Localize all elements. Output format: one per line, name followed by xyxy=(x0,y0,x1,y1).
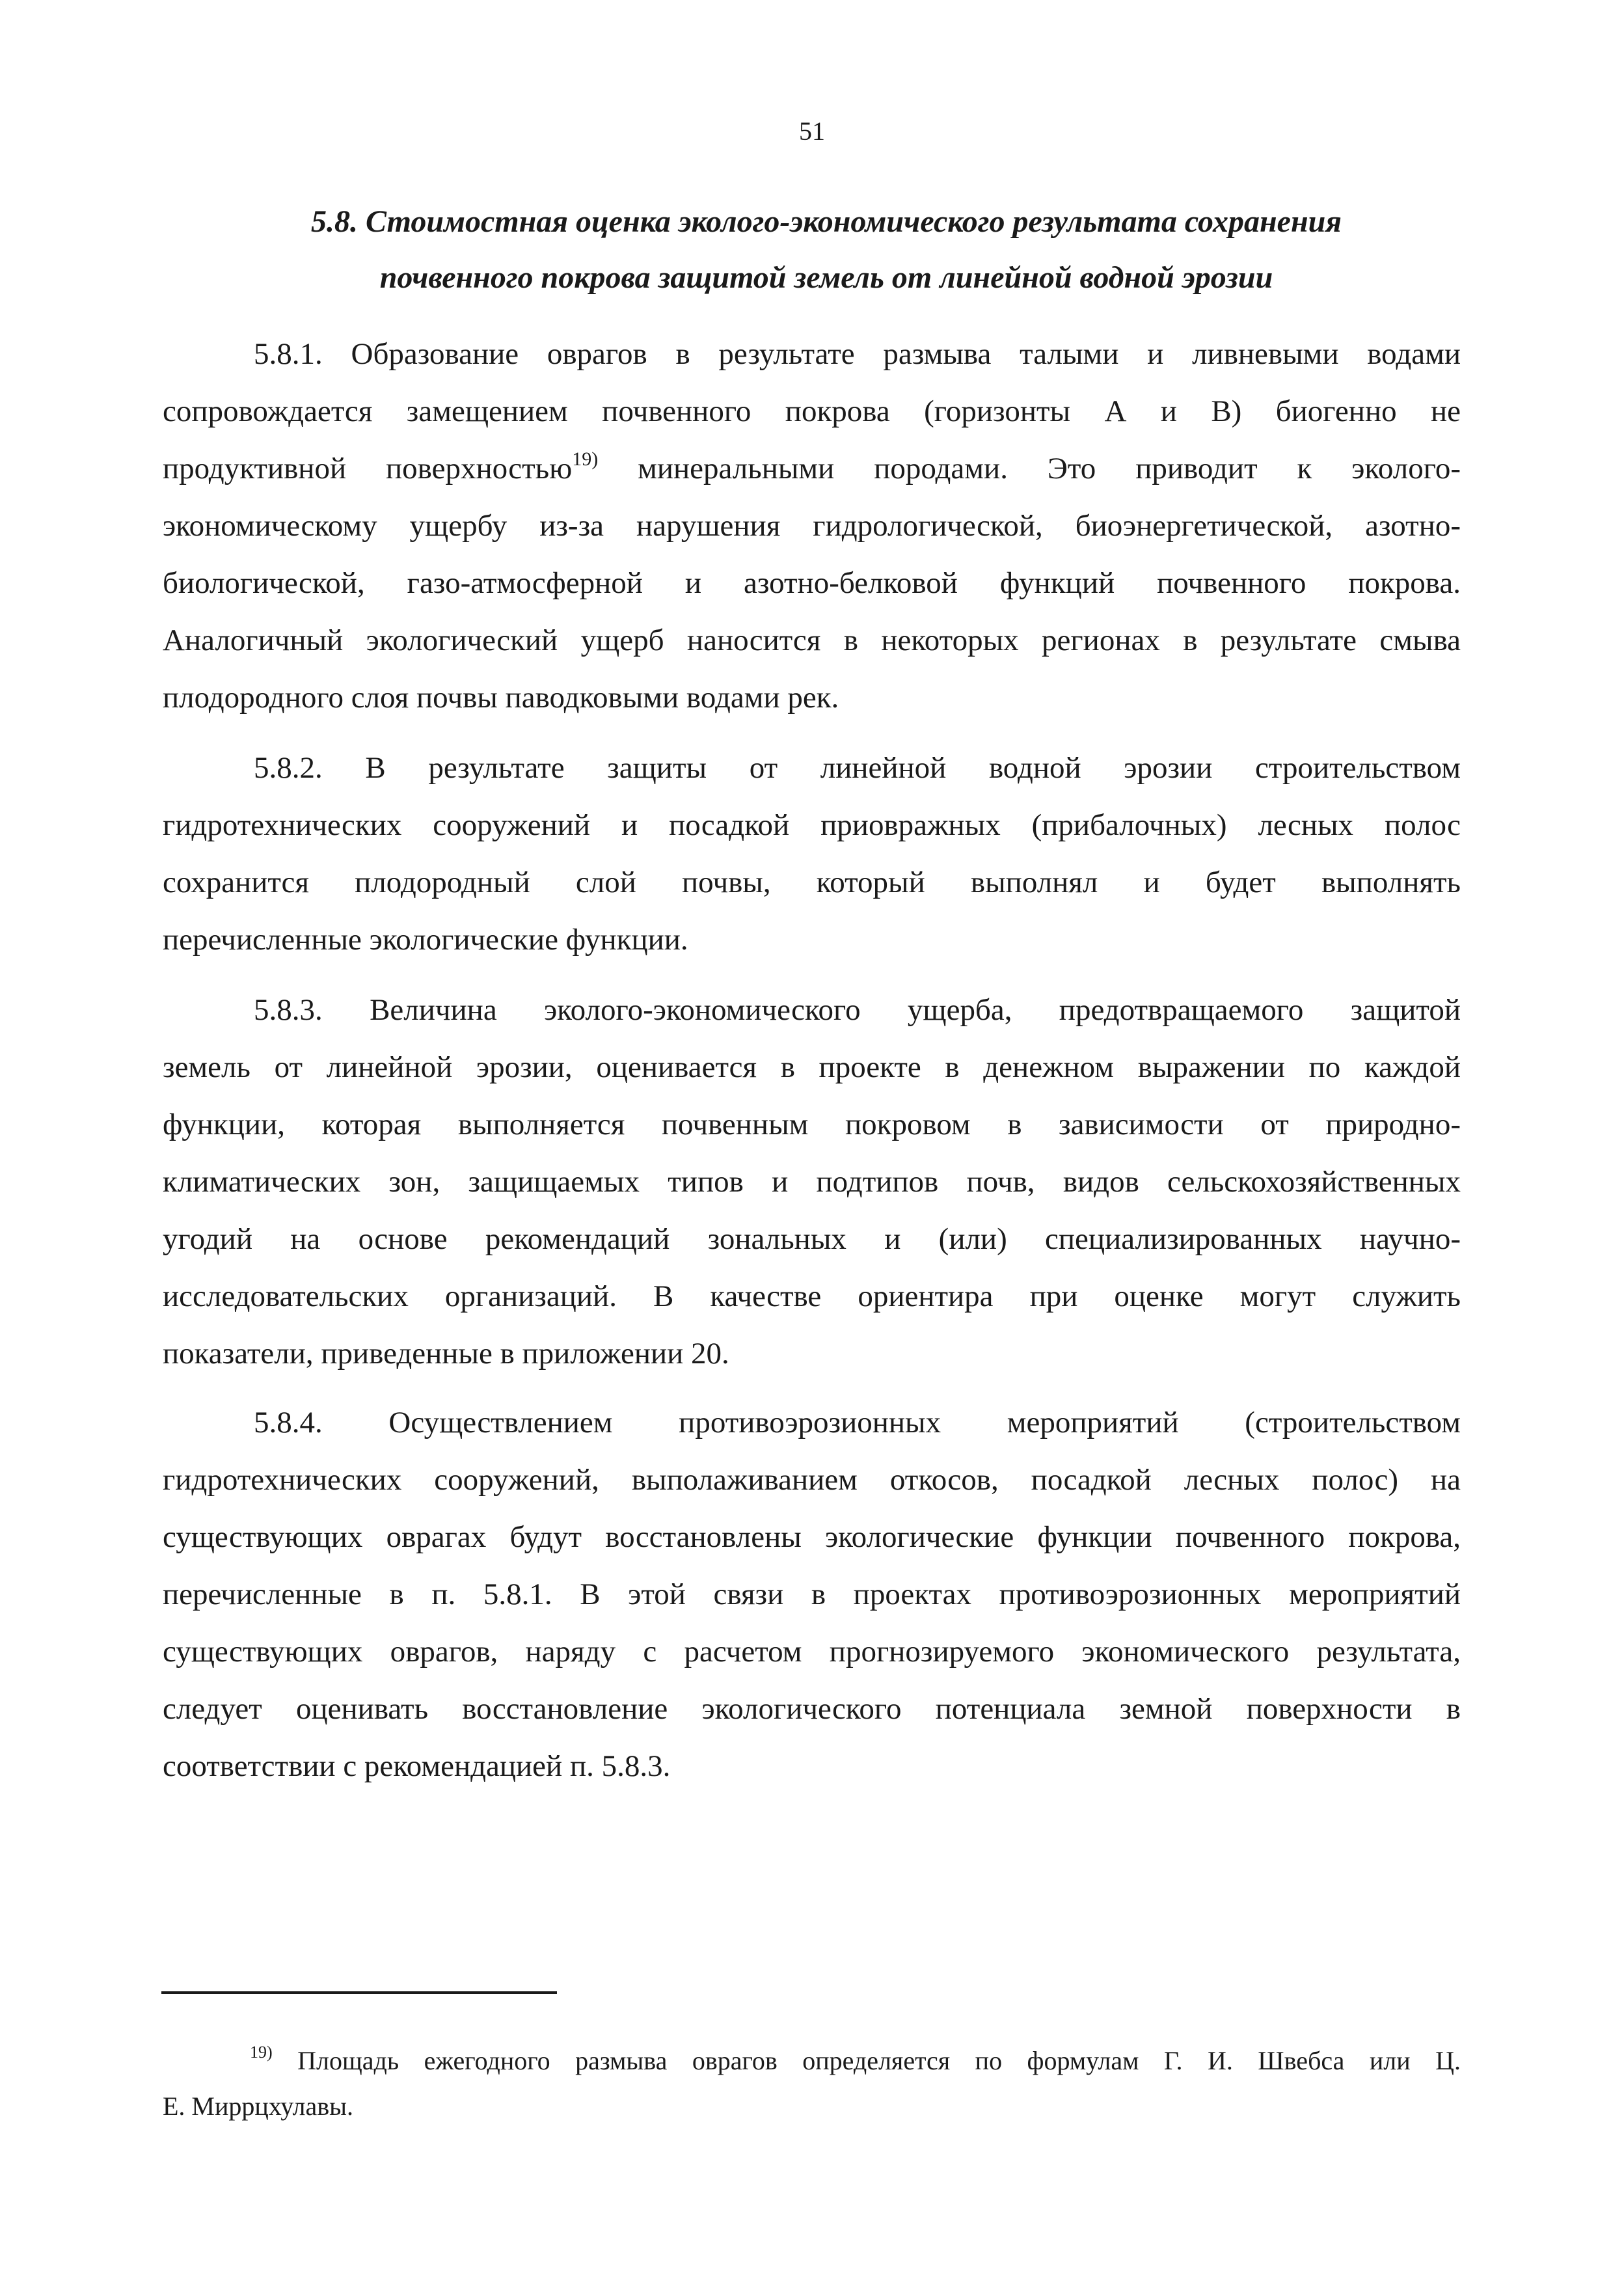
text-line: следует оценивать восстановление экологического потенциала земной поверхности в xyxy=(163,1692,1461,1726)
text-fragment: минеральными породами. Это приводит к эколого- xyxy=(598,452,1461,485)
text-line: угодий на основе рекомендаций зональных и (или) специализированных научно- xyxy=(163,1222,1461,1256)
footnote xyxy=(163,2038,1461,2129)
text-line: соответствии с рекомендацией п. 5.8.3. xyxy=(163,1749,671,1783)
footnote-line xyxy=(163,2038,1461,2084)
text-line: экономическому ущербу из-за нарушения гидрологической, биоэнергетической, азотно- xyxy=(163,509,1461,543)
text-line: перечисленные в п. 5.8.1. В этой связи в проектах противоэрозионных мероприятий xyxy=(163,1577,1461,1611)
footnote-separator xyxy=(161,1991,557,1994)
text-line: существующих оврагах будут восстановлены экологические функции почвенного покрова, xyxy=(163,1520,1461,1554)
text-line: гидротехнических сооружений, выполаживанием откосов, посадкой лесных полос) на xyxy=(163,1463,1461,1497)
paragraph-5-8-1 xyxy=(163,325,1461,726)
footnote-line: Е. Миррцхулавы. xyxy=(163,2092,354,2121)
text-line: гидротехнических сооружений и посадкой приовражных (прибалочных) лесных полос xyxy=(163,808,1461,842)
text-line: земель от линейной эрозии, оценивается в проекте в денежном выражении по каждой xyxy=(163,1050,1461,1084)
text-line: функции, которая выполняется почвенным покровом в зависимости от природно- xyxy=(163,1108,1461,1141)
section-heading xyxy=(221,194,1431,306)
text-line: 5.8.1. Образование оврагов в результате размыва талыми и ливневыми водами xyxy=(254,337,1461,371)
text-line: биологической, газо-атмосферной и азотно-белковой функций почвенного покрова. xyxy=(163,566,1461,600)
text-fragment: продуктивной поверхностью xyxy=(163,452,573,485)
text-line: исследовательских организаций. В качестве ориентира при оценке могут служить xyxy=(163,1279,1461,1313)
text-line: 5.8.2. В результате защиты от линейной водной эрозии строительством xyxy=(254,751,1461,785)
paragraph-5-8-2 xyxy=(163,739,1461,968)
text-line: Аналогичный экологический ущерб наносится в некоторых регионах в результате смыва xyxy=(163,623,1461,657)
paragraph-5-8-4 xyxy=(163,1394,1461,1795)
text-line: плодородного слоя почвы паводковыми водами рек. xyxy=(163,681,839,715)
text-line: перечисленные экологические функции. xyxy=(163,923,688,957)
paragraph-5-8-3 xyxy=(163,981,1461,1382)
footnote-reference: 19) xyxy=(572,448,599,470)
text-line: 5.8.3. Величина эколого-экономического ущерба, предотвращаемого защитой xyxy=(254,993,1461,1027)
text-line: существующих оврагов, наряду с расчетом прогнозируемого экономического результата, xyxy=(163,1635,1461,1669)
text-line: сохранится плодородный слой почвы, который выполнял и будет выполнять xyxy=(163,866,1461,899)
text-line xyxy=(163,440,1461,497)
heading-line: 5.8. Стоимостная оценка эколого-экономического результата сохранения xyxy=(310,204,1342,239)
footnote-text: Площадь ежегодного размыва оврагов определяется по формулам Г. И. Швебса или Ц. xyxy=(272,2046,1461,2075)
text-line: сопровождается замещением почвенного покрова (горизонты А и В) биогенно не xyxy=(163,394,1461,428)
text-line: 5.8.4. Осуществлением противоэрозионных мероприятий (строительством xyxy=(254,1406,1461,1439)
text-line: климатических зон, защищаемых типов и подтипов почв, видов сельскохозяйственных xyxy=(163,1165,1461,1199)
heading-line: почвенного покрова защитой земель от линейной водной эрозии xyxy=(379,260,1273,295)
footnote-marker: 19) xyxy=(250,2043,273,2062)
text-line: показатели, приведенные в приложении 20. xyxy=(163,1337,729,1370)
page-number: 51 xyxy=(799,116,825,146)
